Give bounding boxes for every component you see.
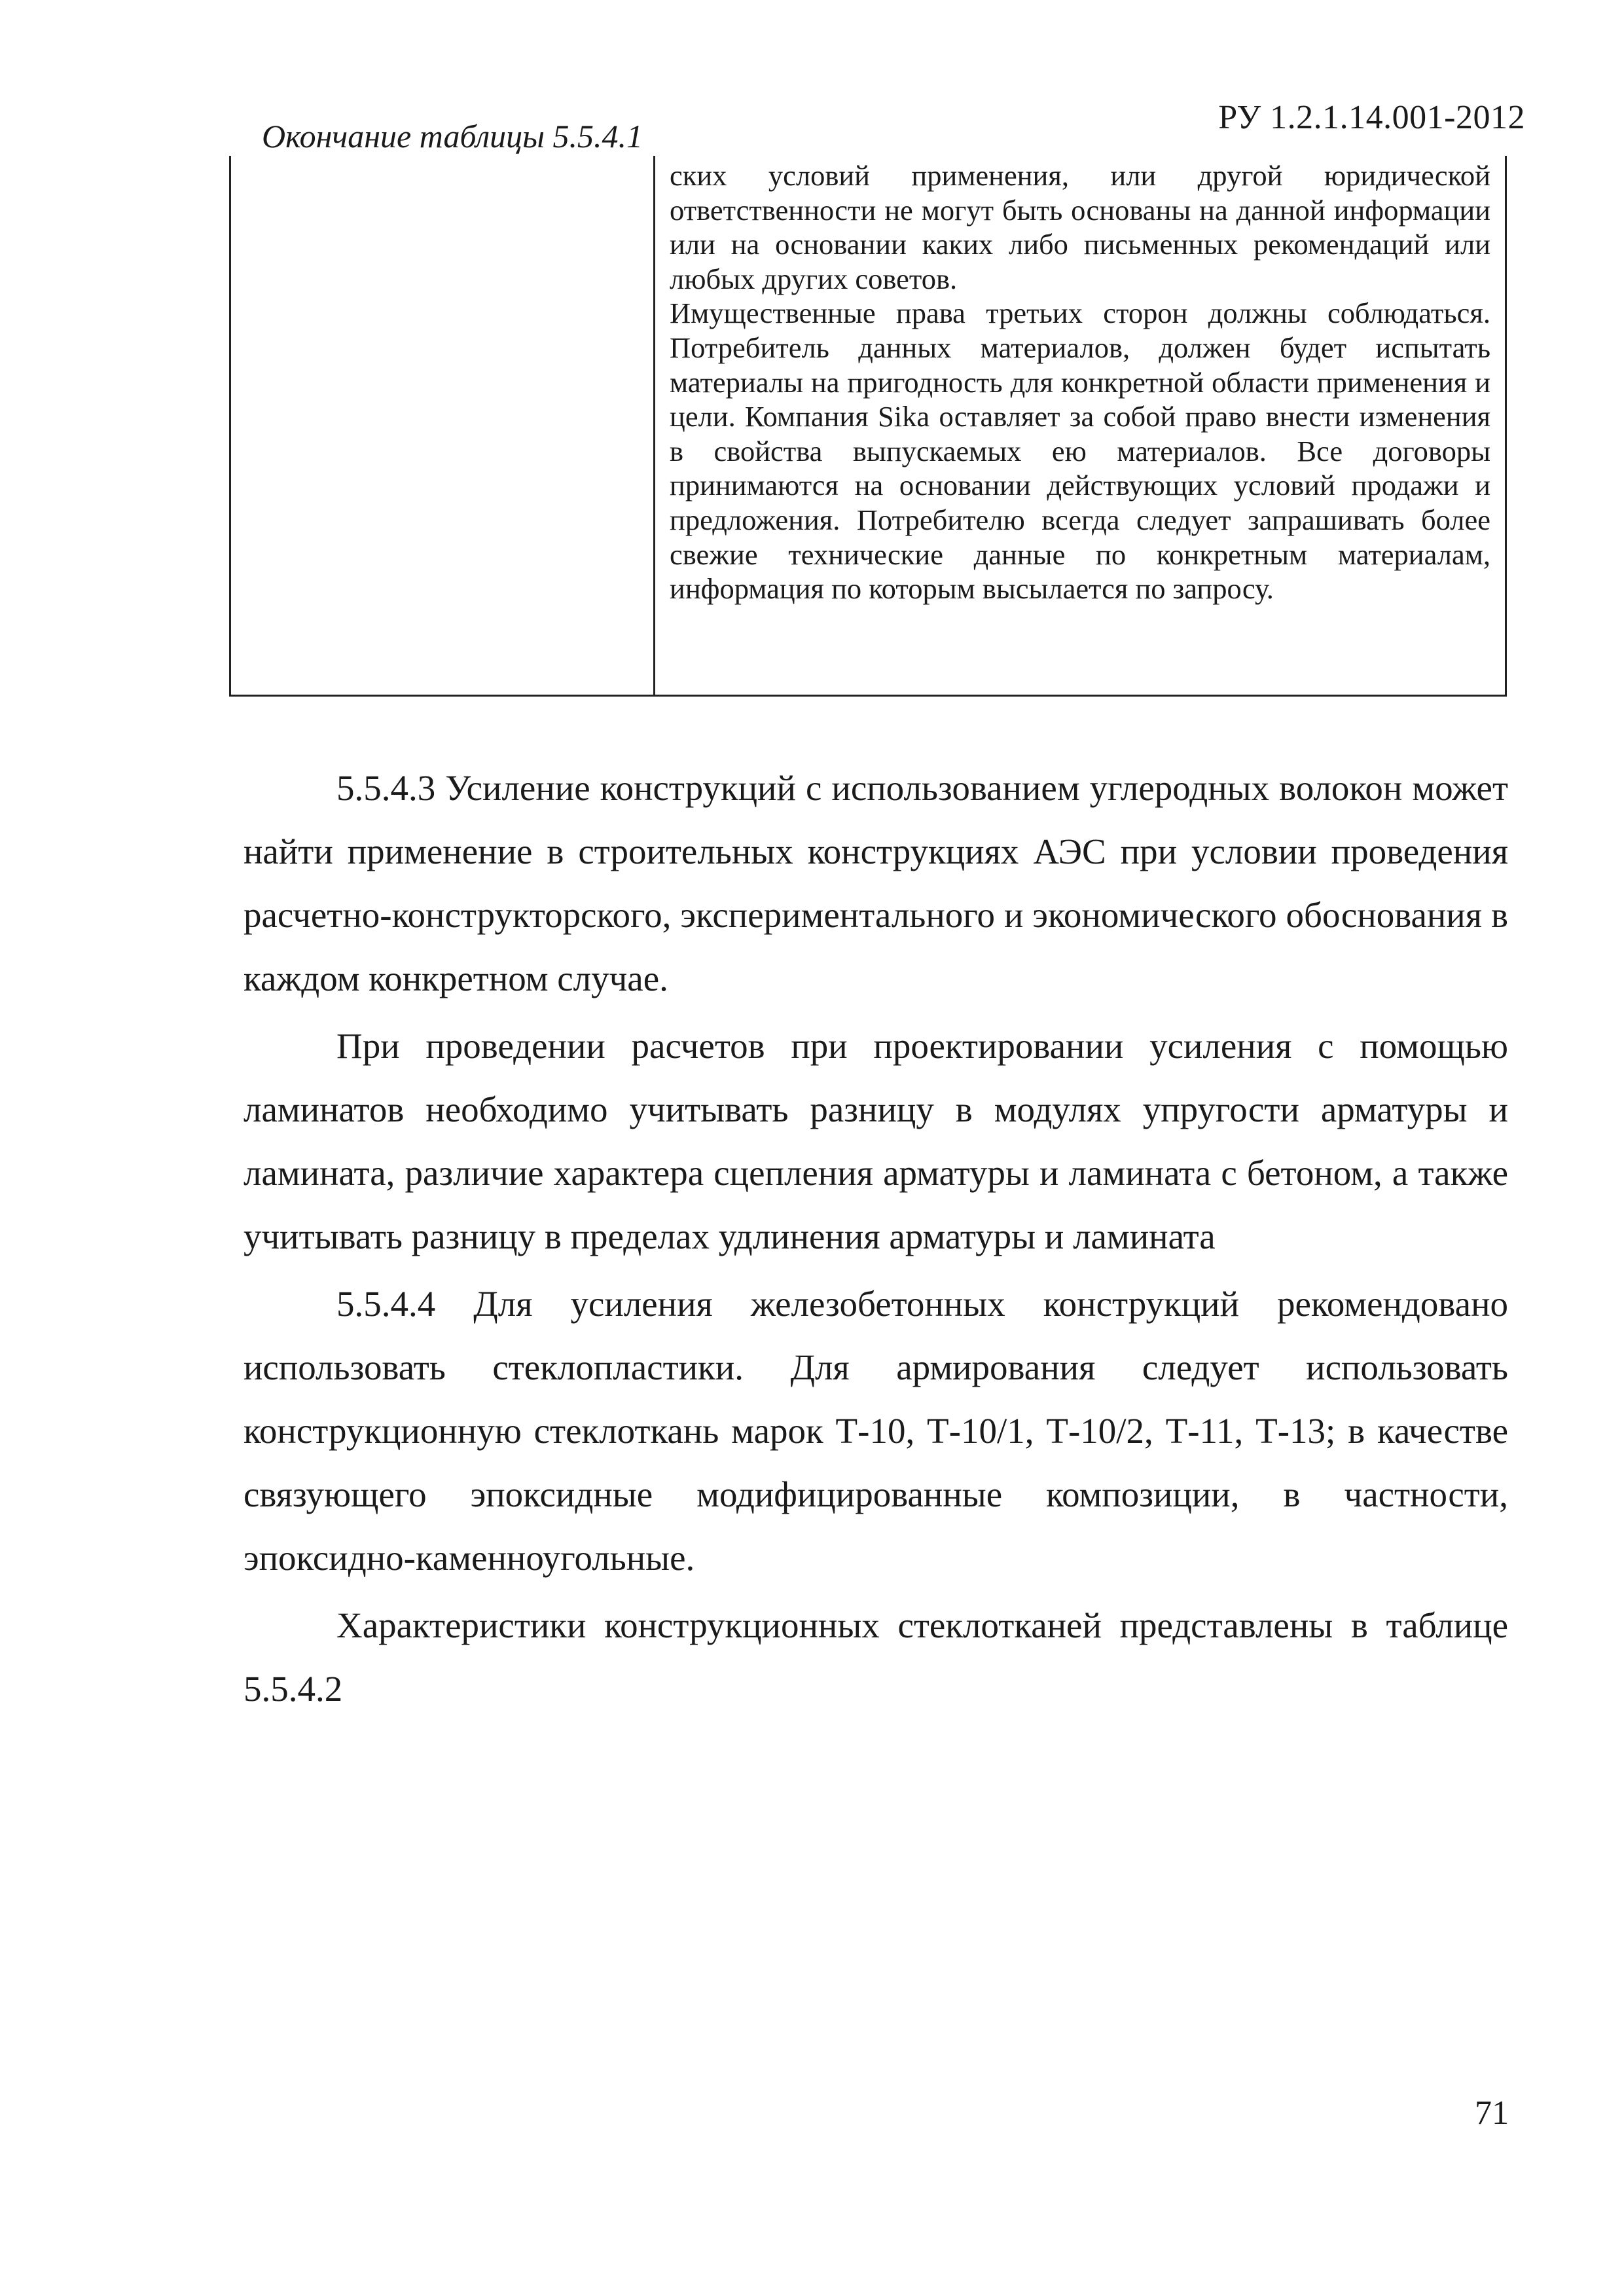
table-caption: Окончание таблицы 5.5.4.1	[262, 118, 643, 155]
table-cell-paragraph: ских условий применения, или другой юридической ответственности не могут быть основаны на данной информации или на основании каких либо письменных рекомендаций или любых других советов.	[670, 159, 1490, 295]
table-cell-left	[230, 156, 655, 696]
table-cell-right	[655, 156, 1506, 696]
table-cell-left-text	[231, 156, 653, 158]
document-code: РУ 1.2.1.14.001-2012	[1218, 99, 1525, 136]
table-cell-paragraph: Имущественные права третьих сторон должны соблюдаться. Потребитель данных материалов, должен будет испытать материалы на пригодность для конкретной области применения и цели. Компания Sika оставляет за собой право внести изменения в свойства выпускаемых ею материалов. Все договоры принимаются на основании действующих условий продажи и предложения. Потребителю всегда следует запрашивать более свежие технические данные по конкретным материалам, информация по которым высылается по запросу.	[670, 297, 1490, 606]
page-number: 71	[1475, 2094, 1509, 2132]
paragraph-laminate-calculation: При проведении расчетов при проектировании усиления с помощью ламинатов необходимо учитывать разницу в модулях упругости арматуры и ламината, различие характера сцепления арматуры и ламината с бетоном, а также учитывать разницу в пределах удлинения арматуры и ламината	[244, 1026, 1508, 1256]
body-text	[244, 756, 1508, 1724]
paragraph-fabric-characteristics: Характеристики конструкционных стеклотканей представлены в таблице 5.5.4.2	[244, 1605, 1508, 1709]
paragraph-5-5-4-3: 5.5.4.3 Усиление конструкций с использованием углеродных волокон может найти применение в строительных конструкциях АЭС при условии проведения расчетно-конструкторского, экспериментального и экономического обоснования в каждом конкретном случае.	[244, 768, 1508, 998]
paragraph-5-5-4-4: 5.5.4.4 Для усиления железобетонных конструкций рекомендовано использовать стеклопластики. Для армирования следует использовать конструкционную стеклоткань марок Т-10, Т-10/1, Т-10/2, Т-11, Т-13; в качестве связующего эпоксидные модифицированные композиции, в частности, эпоксидно-каменноугольные.	[244, 1284, 1508, 1578]
table-cell-right-text	[655, 156, 1505, 606]
table-row	[230, 156, 1506, 696]
continued-table	[229, 156, 1507, 697]
